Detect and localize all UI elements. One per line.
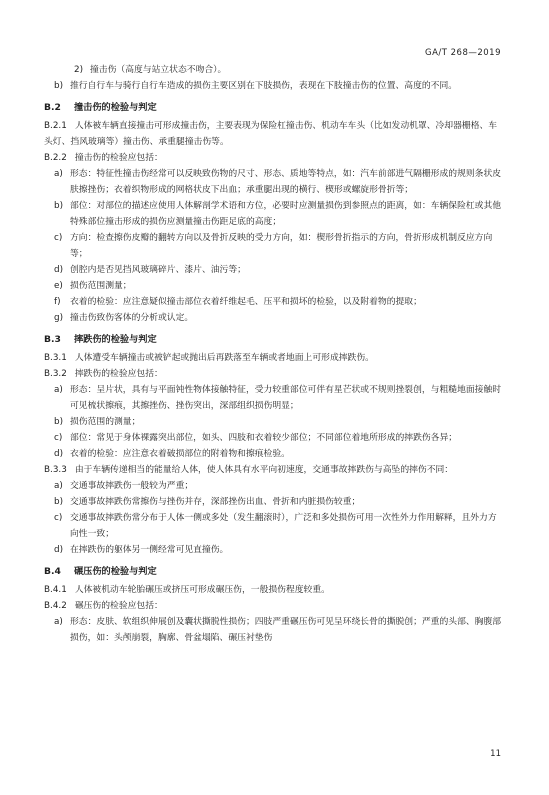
clause-text: 由于车辆传递相当的能量给人体，使人体具有水平向初速度，交通事故摔跌伤与高坠的摔伤不同： bbox=[74, 465, 454, 475]
clause-paragraph bbox=[44, 366, 505, 382]
list-item bbox=[44, 446, 505, 462]
section-number: B.3 bbox=[44, 334, 61, 345]
clause-paragraph bbox=[44, 118, 505, 150]
list-item-text: 创腔内是否见挡风玻璃碎片、漆片、油污等； bbox=[70, 265, 246, 275]
list-item-label: f) bbox=[54, 297, 61, 307]
list-item-text: 撞击伤（高度与站立状态不吻合）。 bbox=[90, 65, 227, 75]
list-item-label: b) bbox=[54, 81, 64, 91]
clause-paragraph bbox=[44, 598, 505, 614]
list-item bbox=[44, 310, 505, 326]
list-item-label: a) bbox=[54, 169, 63, 179]
list-item bbox=[44, 382, 505, 414]
list-item-text: 部位：常见于身体裸露突出部位，如头、四肢和衣着较少部位；不同部位着地所形成的摔跌伤各异； bbox=[70, 433, 458, 443]
clause-paragraph bbox=[44, 350, 505, 366]
list-item-text: 形态：呈片状，具有与平面钝性物体接触特征，受力较重部位可伴有星芒状或不规则挫裂创，与粗糙地面接触时可见梳状擦痕，其擦挫伤、挫伤突出，深部组织损伤明显； bbox=[70, 385, 502, 411]
list-item bbox=[44, 166, 505, 198]
clause-text: 撞击伤的检验应包括： bbox=[74, 153, 163, 163]
list-item bbox=[44, 198, 505, 230]
sub-list-item bbox=[44, 62, 505, 78]
list-item bbox=[44, 278, 505, 294]
list-item-text: 损伤范围的测量； bbox=[70, 417, 141, 427]
section-title: 碾压伤的检验与判定 bbox=[74, 566, 157, 577]
list-item bbox=[44, 542, 505, 558]
list-item-text: 方向：检查擦伤皮瓣的翻转方向以及骨折反映的受力方向，如：楔形骨折指示的方向，骨折形成机制反应方向等； bbox=[70, 233, 493, 259]
list-item bbox=[44, 414, 505, 430]
list-item-label: d) bbox=[54, 449, 64, 459]
section-title: 摔跌伤的检验与判定 bbox=[74, 334, 157, 345]
clause-paragraph bbox=[44, 462, 505, 478]
list-item-text: 衣着的检验：应注意衣着破损部位的附着物和擦痕检验。 bbox=[70, 449, 290, 459]
list-item-text: 交通事故摔跌伤一般较为严重； bbox=[70, 481, 194, 491]
list-item-text: 形态：皮肤、软组织伸展创及囊状撕脱性损伤；四肢严重碾压伤可见呈环绕长骨的撕脱创；严重的头部、胸腹部损伤，如：头颅崩裂，胸廓、骨盆塌陷、碾压衬垫伤 bbox=[70, 617, 502, 643]
list-item bbox=[44, 510, 505, 542]
clause-number: B.2.1 bbox=[44, 121, 67, 131]
list-item bbox=[44, 478, 505, 494]
clause-number: B.4.2 bbox=[44, 601, 67, 611]
clause-number: B.3.2 bbox=[44, 369, 67, 379]
list-item bbox=[44, 430, 505, 446]
section-heading bbox=[44, 564, 505, 580]
clause-number: B.4.1 bbox=[44, 585, 67, 595]
list-item-text: 损伤范围测量； bbox=[70, 281, 132, 291]
list-item-label: a) bbox=[54, 617, 63, 627]
clause-number: B.3.1 bbox=[44, 353, 67, 363]
list-item-text: 撞击伤致伤客体的分析或认定。 bbox=[70, 313, 194, 323]
section-number: B.2 bbox=[44, 102, 61, 113]
page-number: 11 bbox=[490, 749, 501, 759]
list-item-label: 2) bbox=[74, 65, 84, 75]
list-item-label: b) bbox=[54, 417, 64, 427]
list-item-label: c) bbox=[54, 513, 63, 523]
list-item-label: a) bbox=[54, 481, 63, 491]
section-heading bbox=[44, 332, 505, 348]
clause-text: 碾压伤的检验应包括： bbox=[74, 601, 163, 611]
list-item bbox=[44, 294, 505, 310]
list-item-text: 部位：对部位的描述应使用人体解剖学术语和方位，必要时应测量损伤到参照点的距离，如：车辆保险杠或其他特殊部位撞击形成的损伤应测量撞击伤距足底的高度； bbox=[70, 201, 502, 227]
clause-text: 人体遭受车辆撞击或被铲起或抛出后再跌落至车辆或者地面上可形成摔跌伤。 bbox=[74, 353, 374, 363]
list-item-label: d) bbox=[54, 545, 64, 555]
list-item-text: 在摔跌伤的躯体另一侧经常可见直撞伤。 bbox=[70, 545, 229, 555]
list-item-text: 衣着的检验：应注意疑似撞击部位衣着纤维起毛、压平和损坏的检验，以及附着物的提取； bbox=[70, 297, 422, 307]
list-item bbox=[44, 614, 505, 646]
list-item-label: c) bbox=[54, 433, 63, 443]
clause-text: 人体被机动车轮胎碾压或挤压可形成碾压伤，一般损伤程度较重。 bbox=[74, 585, 330, 595]
list-item-text: 交通事故摔跌伤常分布于人体一侧或多处（发生翻滚时），广泛和多处损伤可用一次性外力作用解释，且外力方向性一致； bbox=[70, 513, 497, 539]
standard-code-header: GA/T 268—2019 bbox=[424, 48, 501, 58]
list-item-label: d) bbox=[54, 265, 64, 275]
clause-paragraph bbox=[44, 150, 505, 166]
list-item-text: 交通事故摔跌伤常擦伤与挫伤并存，深部挫伤出血、骨折和内脏损伤较重； bbox=[70, 497, 361, 507]
list-item-label: b) bbox=[54, 497, 64, 507]
list-item bbox=[44, 262, 505, 278]
list-item-label: a) bbox=[54, 385, 63, 395]
list-item-label: e) bbox=[54, 281, 63, 291]
list-item-label: b) bbox=[54, 201, 64, 211]
section-heading bbox=[44, 100, 505, 116]
clause-number: B.2.2 bbox=[44, 153, 67, 163]
list-item-text: 推行自行车与骑行自行车造成的损伤主要区别在下肢损伤，表现在下肢撞击伤的位置、高度的不同。 bbox=[70, 81, 458, 91]
section-number: B.4 bbox=[44, 566, 61, 577]
clause-number: B.3.3 bbox=[44, 465, 67, 475]
document-body bbox=[44, 62, 505, 646]
list-item bbox=[44, 78, 505, 94]
clause-paragraph bbox=[44, 582, 505, 598]
list-item-label: g) bbox=[54, 313, 64, 323]
list-item bbox=[44, 494, 505, 510]
clause-text: 人体被车辆直接撞击可形成撞击伤，主要表现为保险杠撞击伤、机动车车头（比如发动机罩、冷却器栅格、车头灯、挡风玻璃等）撞击伤、承重腿撞击伤等。 bbox=[44, 121, 498, 147]
list-item bbox=[44, 230, 505, 262]
list-item-text: 形态：特征性撞击伤经常可以反映致伤物的尺寸、形态、质地等特点，如：汽车前部进气隔栅形成的规则条状皮肤擦挫伤；衣着织物形成的网格状皮下出血；承重腿出现的横行、楔形或螺旋形骨折等； bbox=[70, 169, 502, 195]
clause-text: 摔跌伤的检验应包括： bbox=[74, 369, 163, 379]
list-item-label: c) bbox=[54, 233, 63, 243]
section-title: 撞击伤的检验与判定 bbox=[74, 102, 157, 113]
